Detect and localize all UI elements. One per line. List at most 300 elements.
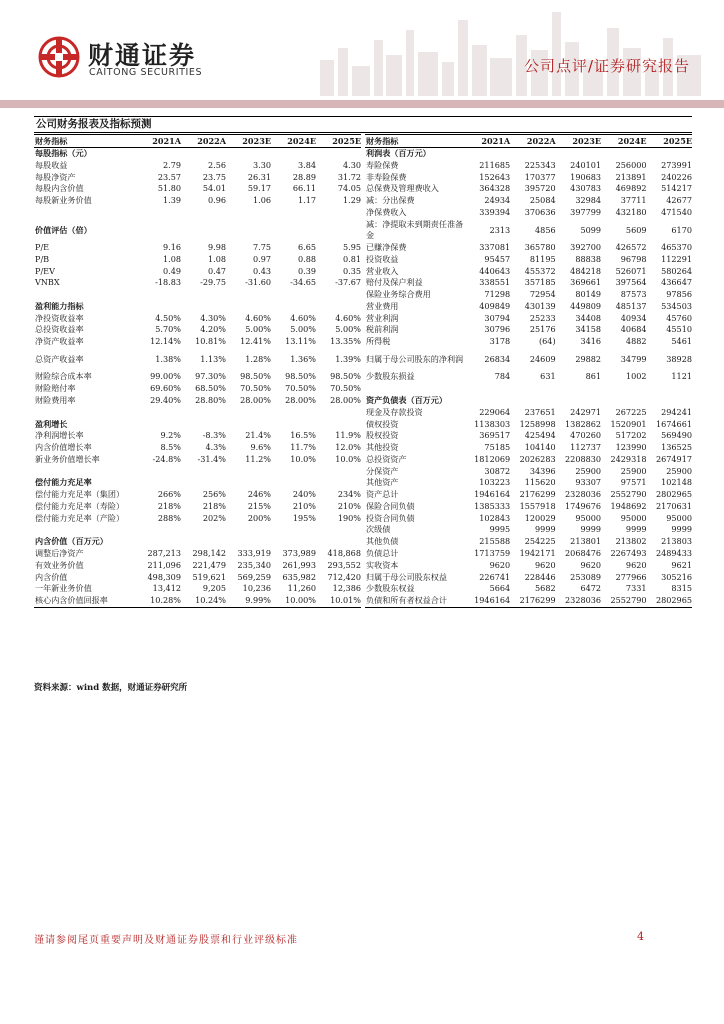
- row-value: 1948692: [610, 500, 647, 511]
- row-value: 26834: [484, 354, 511, 365]
- row-value: 34158: [575, 324, 602, 335]
- row-value: 12.0%: [335, 442, 361, 453]
- table-row: [365, 572, 692, 584]
- left-metrics-table: [34, 134, 361, 608]
- table-row: [34, 371, 361, 383]
- row-label: 净利润增长率: [35, 430, 84, 441]
- row-value: [556, 148, 601, 160]
- table-row: [365, 183, 692, 195]
- row-value: 1557918: [519, 500, 556, 511]
- row-value: 2313: [489, 224, 511, 235]
- row-value: 392700: [570, 242, 602, 253]
- row-value: -29.75: [200, 277, 226, 288]
- row-value: 3178: [489, 336, 511, 347]
- row-value: 569490: [661, 430, 692, 441]
- row-value: [271, 536, 316, 548]
- row-value: 712,420: [327, 571, 361, 582]
- footer-disclaimer: 谨请参阅尾页重要声明及财通证券股票和行业评级标准: [34, 935, 298, 946]
- table-row: [34, 383, 361, 395]
- row-label: 实收资本: [366, 559, 399, 570]
- row-label: 总投资资产: [366, 453, 407, 464]
- row-value: 99.00%: [150, 371, 181, 382]
- row-value: 71298: [484, 289, 511, 300]
- row-value: 485137: [615, 300, 647, 311]
- row-label: [34, 207, 136, 219]
- table-row: [34, 313, 361, 325]
- row-value: 369517: [479, 430, 511, 441]
- row-value: [181, 207, 226, 219]
- row-value: 1.13%: [200, 354, 226, 365]
- row-value: [316, 407, 361, 419]
- row-value: 26.31: [247, 171, 271, 182]
- left-header-cell: 2025E: [316, 135, 361, 148]
- row-value: [181, 466, 226, 478]
- row-value: 432180: [615, 206, 647, 217]
- row-label: 少数股东损益: [366, 371, 415, 382]
- table-row: [34, 524, 361, 536]
- row-value: 2176299: [519, 489, 556, 500]
- table-row: [34, 254, 361, 266]
- row-value: [136, 407, 181, 419]
- right-table-header-row: [365, 135, 692, 148]
- row-value: 436647: [661, 277, 692, 288]
- table-row: [34, 148, 361, 160]
- table-row: [365, 383, 692, 395]
- row-value: [136, 207, 181, 219]
- row-value: 215%: [247, 500, 271, 511]
- row-label: 已赚净保费: [366, 242, 407, 253]
- row-label: 现金及存款投资: [366, 406, 423, 417]
- row-value: -31.60: [245, 277, 271, 288]
- row-value: 369661: [570, 277, 602, 288]
- row-label: 股权投资: [366, 430, 399, 441]
- row-value: 4.20%: [200, 324, 226, 335]
- table-row: [365, 148, 692, 160]
- row-value: 9.98: [207, 242, 226, 253]
- table-row: [34, 195, 361, 207]
- row-value: 112291: [661, 253, 692, 264]
- row-value: 97.30%: [195, 371, 226, 382]
- row-value: 9999: [580, 524, 602, 535]
- row-label: 归属于母公司股东权益: [366, 571, 447, 582]
- table-row: [34, 536, 361, 548]
- table-row: [34, 348, 361, 372]
- row-value: 1520901: [610, 418, 647, 429]
- row-value: 4856: [535, 224, 556, 235]
- row-value: 1946164: [474, 489, 511, 500]
- logo-text-en: CAITONG SECURITIES: [89, 67, 203, 78]
- row-value: 240226: [661, 171, 692, 182]
- row-value: 1121: [671, 371, 692, 382]
- row-label: 资产总计: [366, 489, 399, 500]
- table-row: [34, 513, 361, 525]
- row-value: 229064: [479, 406, 511, 417]
- row-value: 213801: [570, 536, 602, 547]
- row-value: 30872: [484, 465, 511, 476]
- row-label: 利润表（百万元）: [366, 148, 431, 158]
- row-value: 9.99%: [226, 595, 271, 607]
- row-value: [271, 477, 316, 489]
- row-value: [271, 466, 316, 478]
- right-header-cell: 2024E: [601, 135, 646, 148]
- table-row: [34, 266, 361, 278]
- row-value: [271, 419, 316, 431]
- row-value: [316, 219, 361, 243]
- row-label: 税前利润: [366, 324, 399, 335]
- row-value: 97571: [620, 477, 647, 488]
- row-value: 273991: [661, 159, 692, 170]
- row-label: 有效业务价值: [35, 559, 84, 570]
- row-value: -31.4%: [197, 453, 226, 464]
- row-value: 397799: [570, 206, 602, 217]
- row-value: [316, 148, 361, 160]
- row-value: 234%: [337, 489, 361, 500]
- row-value: 0.96: [207, 195, 226, 206]
- row-value: [271, 524, 316, 536]
- row-value: [181, 477, 226, 489]
- row-label: P/E: [35, 242, 50, 253]
- row-value: 28.00%: [330, 395, 361, 406]
- row-label: 核心内含价值回报率: [34, 595, 136, 607]
- row-value: 2429318: [610, 453, 647, 464]
- row-value: 471540: [661, 206, 692, 217]
- row-label: 减：净提取未到期责任准备金: [366, 219, 464, 241]
- row-value: 0.97: [252, 253, 271, 264]
- row-value: 102843: [479, 512, 511, 523]
- row-value: [226, 524, 271, 536]
- row-label: 资产负债表（百万元）: [366, 395, 447, 406]
- row-value: 8.5%: [160, 442, 181, 453]
- table-row: [365, 219, 692, 243]
- row-value: 449809: [570, 300, 602, 311]
- right-header-cell: 2021A: [465, 135, 510, 148]
- row-value: -34.65: [290, 277, 316, 288]
- table-row: [34, 583, 361, 595]
- row-value: [316, 536, 361, 548]
- row-value: 2802965: [647, 595, 692, 607]
- table-row: [365, 207, 692, 219]
- row-value: 70.50%: [330, 383, 361, 394]
- row-value: 580264: [661, 265, 692, 276]
- table-row: [365, 242, 692, 254]
- table-row: [365, 477, 692, 489]
- table-row: [34, 430, 361, 442]
- row-value: 4.60%: [335, 312, 361, 323]
- row-value: 28.00%: [285, 395, 316, 406]
- row-value: 469892: [615, 183, 647, 194]
- row-value: 136525: [661, 442, 692, 453]
- table-row: [365, 289, 692, 301]
- row-value: 24934: [484, 195, 511, 206]
- row-value: [316, 524, 361, 536]
- row-value: 200%: [247, 512, 271, 523]
- row-value: [226, 148, 271, 160]
- row-value: 12,386: [332, 583, 361, 594]
- row-label: 非寿险保费: [366, 171, 407, 182]
- row-value: 1812069: [474, 453, 511, 464]
- row-value: 23.75: [202, 171, 226, 182]
- row-label: 其他负债: [366, 536, 399, 547]
- row-value: 397564: [615, 277, 647, 288]
- row-value: 4882: [625, 336, 647, 347]
- table-row: [365, 348, 692, 372]
- row-value: 498,309: [147, 571, 181, 582]
- row-value: 1946164: [465, 595, 510, 607]
- row-value: 9999: [535, 524, 556, 535]
- row-label: 投资收益: [366, 253, 399, 264]
- row-value: 228446: [524, 571, 556, 582]
- row-value: 9999: [671, 524, 692, 535]
- row-value: [181, 536, 226, 548]
- row-value: 40934: [620, 312, 647, 323]
- row-value: 59.17: [247, 183, 271, 194]
- row-value: 5099: [580, 224, 602, 235]
- table-row: [365, 454, 692, 466]
- row-value: 68.50%: [195, 383, 226, 394]
- row-value: [136, 301, 181, 313]
- row-value: 10.24%: [181, 595, 226, 607]
- row-value: 240101: [570, 159, 602, 170]
- row-value: 40684: [620, 324, 647, 335]
- row-value: 409849: [479, 300, 511, 311]
- row-value: 5.95: [342, 242, 361, 253]
- row-value: 13,412: [152, 583, 181, 594]
- row-value: 202%: [202, 512, 226, 523]
- row-value: [271, 148, 316, 160]
- row-value: 1.28%: [245, 354, 271, 365]
- table-row: [365, 419, 692, 431]
- row-label: 新业务价值增长率: [35, 453, 100, 464]
- row-value: [226, 419, 271, 431]
- row-value: [465, 395, 510, 407]
- row-label: 总投资收益率: [35, 324, 84, 335]
- row-value: 514217: [661, 183, 692, 194]
- row-value: 240%: [292, 489, 316, 500]
- row-label: VNBX: [35, 277, 60, 288]
- row-value: 519,621: [192, 571, 226, 582]
- table-row: [34, 207, 361, 219]
- row-value: 72954: [529, 289, 556, 300]
- row-value: 267225: [615, 406, 647, 417]
- row-value: 69.60%: [150, 383, 181, 394]
- row-value: 4.50%: [155, 312, 181, 323]
- row-value: [271, 207, 316, 219]
- row-value: 2176299: [510, 595, 555, 607]
- row-value: 95457: [484, 253, 511, 264]
- row-value: 235,340: [237, 559, 271, 570]
- row-value: 218%: [202, 500, 226, 511]
- row-value: 465370: [661, 242, 692, 253]
- report-type-label: 公司点评/证券研究报告: [523, 57, 690, 75]
- row-value: [226, 207, 271, 219]
- row-value: 29882: [575, 354, 602, 365]
- row-label: 盈利增长: [35, 418, 68, 429]
- row-value: 9.2%: [160, 430, 181, 441]
- row-value: 210%: [292, 500, 316, 511]
- row-value: -37.67: [335, 277, 361, 288]
- row-value: 9620: [489, 559, 511, 570]
- row-value: 10.01%: [316, 595, 361, 607]
- row-value: 25900: [620, 465, 647, 476]
- row-label: 所得税: [366, 336, 391, 347]
- row-value: 98.50%: [330, 371, 361, 382]
- row-value: 1385333: [474, 500, 511, 511]
- row-value: 266%: [157, 489, 181, 500]
- row-label: 一年新业务价值: [35, 583, 92, 594]
- row-value: [181, 219, 226, 243]
- row-value: 170377: [524, 171, 556, 182]
- logo-text-cn: 财通证券: [88, 41, 197, 70]
- row-value: 370636: [524, 206, 556, 217]
- row-value: 5461: [671, 336, 692, 347]
- table-row: [365, 395, 692, 407]
- row-value: 66.11: [292, 183, 316, 194]
- table-row: [365, 430, 692, 442]
- row-value: 1.08: [207, 253, 226, 264]
- row-value: 253089: [570, 571, 602, 582]
- table-row: [365, 501, 692, 513]
- table-row: [365, 313, 692, 325]
- row-value: 430139: [524, 300, 556, 311]
- row-value: 38928: [666, 354, 692, 365]
- section-title: 公司财务报表及指标预测: [34, 116, 692, 133]
- row-label: 其他投资: [366, 442, 399, 453]
- right-header-cell: 财务指标: [365, 135, 465, 148]
- row-value: 1258998: [519, 418, 556, 429]
- row-value: 0.39: [297, 265, 316, 276]
- row-value: 9995: [489, 524, 511, 535]
- page-number: 4: [637, 930, 644, 943]
- table-row: [365, 442, 692, 454]
- row-label: 总资产收益率: [35, 354, 84, 365]
- table-row: [365, 324, 692, 336]
- row-label: [34, 289, 136, 301]
- row-value: [647, 395, 692, 407]
- row-value: 1138303: [474, 418, 511, 429]
- row-value: 0.88: [297, 253, 316, 264]
- row-value: 34396: [529, 465, 556, 476]
- row-value: 30794: [484, 312, 511, 323]
- row-value: 395720: [524, 183, 556, 194]
- row-value: 2552790: [601, 595, 646, 607]
- row-value: 357185: [524, 277, 556, 288]
- row-value: 9621: [671, 559, 692, 570]
- table-row: [34, 442, 361, 454]
- row-value: 2068476: [565, 547, 602, 558]
- row-value: 10.0%: [290, 453, 316, 464]
- row-value: [136, 419, 181, 431]
- row-value: 10.81%: [195, 336, 226, 347]
- row-value: 98.50%: [285, 371, 316, 382]
- row-value: 0.49: [162, 265, 181, 276]
- row-label: 每股新业务价值: [35, 195, 92, 206]
- row-label: [365, 383, 465, 395]
- table-row: [34, 277, 361, 289]
- row-value: 1713759: [474, 547, 511, 558]
- row-value: [181, 524, 226, 536]
- row-label: 每股内含价值: [35, 183, 84, 194]
- row-value: 5682: [535, 583, 556, 594]
- row-value: [316, 289, 361, 301]
- row-value: 9,205: [202, 583, 226, 594]
- row-label: 每股收益: [35, 159, 68, 170]
- row-value: 221,479: [192, 559, 226, 570]
- table-row: [365, 301, 692, 313]
- row-value: 484218: [570, 265, 602, 276]
- row-value: 102148: [661, 477, 692, 488]
- table-row: [365, 548, 692, 560]
- table-row: [365, 371, 692, 383]
- row-value: 95000: [666, 512, 692, 523]
- table-row: [365, 195, 692, 207]
- row-value: 6170: [671, 224, 692, 235]
- table-row: [34, 336, 361, 348]
- row-value: 25900: [575, 465, 602, 476]
- row-value: 2328036: [556, 595, 601, 607]
- row-value: 28.00%: [240, 395, 271, 406]
- row-value: 1.38%: [155, 354, 181, 365]
- row-value: 42677: [666, 195, 692, 206]
- row-value: 88838: [575, 253, 602, 264]
- row-label: 总保费及管理费收入: [366, 183, 439, 194]
- table-row: [34, 289, 361, 301]
- table-row: [365, 266, 692, 278]
- row-value: [316, 207, 361, 219]
- row-label: 少数股东权益: [366, 583, 415, 594]
- row-value: 103223: [479, 477, 511, 488]
- table-row: [34, 489, 361, 501]
- row-value: 29.40%: [150, 395, 181, 406]
- row-value: 7.75: [252, 242, 271, 253]
- row-value: 569,259: [237, 571, 271, 582]
- row-value: 5.70%: [155, 324, 181, 335]
- row-value: 365780: [524, 242, 556, 253]
- row-value: 34408: [575, 312, 602, 323]
- row-value: 1.08: [162, 253, 181, 264]
- row-value: 16.5%: [290, 430, 316, 441]
- data-source-note: 资料来源：wind 数据，财通证券研究所: [34, 683, 188, 693]
- row-value: -18.83: [155, 277, 181, 288]
- row-value: 3416: [580, 336, 602, 347]
- row-value: 4.60%: [290, 312, 316, 323]
- row-value: [181, 289, 226, 301]
- row-value: 1.39%: [335, 354, 361, 365]
- table-row: [365, 407, 692, 419]
- table-row: [34, 407, 361, 419]
- row-value: 337081: [479, 242, 511, 253]
- row-value: 96798: [620, 253, 647, 264]
- table-row: [34, 172, 361, 184]
- row-value: 440643: [479, 265, 511, 276]
- row-value: 426572: [615, 242, 647, 253]
- table-row: [365, 336, 692, 348]
- row-value: [181, 419, 226, 431]
- row-value: 298,142: [192, 547, 226, 558]
- row-value: 213803: [661, 536, 692, 547]
- table-row: [34, 477, 361, 489]
- table-row: [34, 560, 361, 572]
- row-value: 430783: [570, 183, 602, 194]
- row-label: P/B: [35, 253, 50, 264]
- table-row: [34, 572, 361, 584]
- table-row: [365, 172, 692, 184]
- row-value: 4.60%: [245, 312, 271, 323]
- row-value: 237651: [524, 406, 556, 417]
- row-value: 25084: [529, 195, 556, 206]
- row-value: [556, 383, 601, 395]
- row-value: [181, 301, 226, 313]
- row-value: 784: [494, 371, 511, 382]
